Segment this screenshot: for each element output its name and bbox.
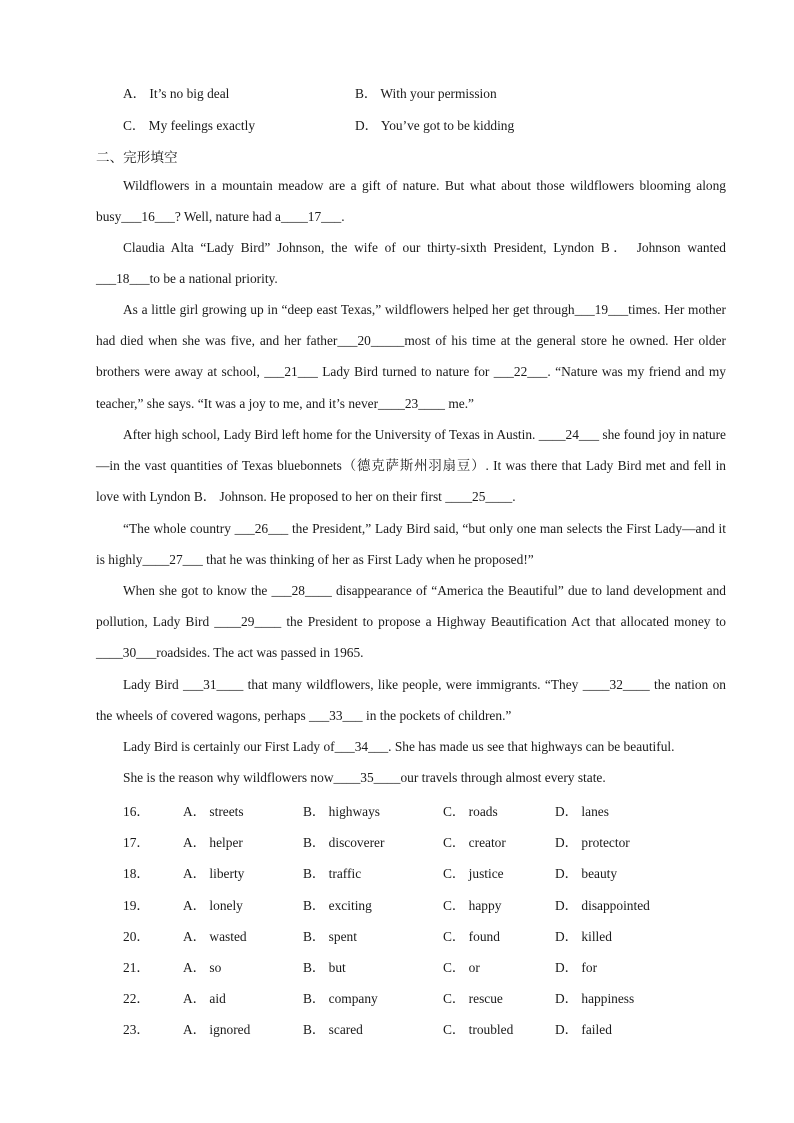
passage-paragraph: After high school, Lady Bird left home for the University of Texas in Austin. ____24___ she found joy in nature—in the vast quantities of Texas bluebonnets（德克萨斯州羽扇豆）. It was there that Lady Bird met and fell in love with Lyndon B． Johnson. He proposed to her on their first ____25____. (96, 427, 726, 505)
passage-paragraph: Lady Bird is certainly our First Lady of___34___. She has made us see that highways can be beautiful. (123, 739, 675, 754)
option-d: D． lanes (555, 804, 609, 819)
option-d: D． You’ve got to be kidding (355, 118, 515, 133)
option-c: C． roads (443, 804, 498, 819)
option-b: B． highways (303, 804, 380, 819)
option-b: B． discoverer (303, 835, 385, 850)
option-d: D． happiness (555, 991, 635, 1006)
option-c: C． creator (443, 835, 506, 850)
option-d: D． for (555, 960, 598, 975)
question-number: 23． (123, 1022, 150, 1037)
option-b: B． spent (303, 929, 357, 944)
option-c: C． found (443, 929, 500, 944)
option-a: A． streets (183, 804, 244, 819)
option-d: D． disappointed (555, 898, 650, 913)
option-a: A． so (183, 960, 222, 975)
option-b: B． scared (303, 1022, 363, 1037)
question-row-16 (123, 801, 683, 821)
question-row-21 (123, 957, 683, 977)
option-c: C． happy (443, 898, 502, 913)
section-title: 二、完形填空 (96, 150, 178, 166)
question-number: 18． (123, 866, 150, 881)
passage-paragraph: Lady Bird ___31____ that many wildflowers, like people, were immigrants. “They ____32____ the nation on the wheels of covered wagons, perhaps ___33___ in the pockets of children.” (96, 677, 726, 724)
option-d: D． killed (555, 929, 612, 944)
option-a: A． It’s no big deal (123, 86, 230, 101)
option-a: A． liberty (183, 866, 245, 881)
passage-paragraph: Wildflowers in a mountain meadow are a gift of nature. But what about those wildflowers blooming along busy___16___? Well, nature had a____17___. (96, 178, 726, 225)
question-row-22 (123, 988, 683, 1008)
option-c: C． My feelings exactly (123, 118, 256, 133)
question-number: 17． (123, 835, 150, 850)
option-b: B． traffic (303, 866, 362, 881)
option-b: B． company (303, 991, 378, 1006)
option-d: D． beauty (555, 866, 618, 881)
question-row-18 (123, 863, 683, 883)
question-number: 21． (123, 960, 150, 975)
passage-paragraph: “The whole country ___26___ the President,” Lady Bird said, “but only one man selects the First Lady—and it is highly____27___ that he was thinking of her as First Lady when he proposed!” (96, 521, 726, 568)
option-a: A． ignored (183, 1022, 251, 1037)
option-c: C． rescue (443, 991, 503, 1006)
option-b: B． With your permission (355, 86, 497, 101)
question-row-23 (123, 1019, 683, 1039)
option-c: C． justice (443, 866, 504, 881)
option-a: A． helper (183, 835, 243, 850)
question-number: 19． (123, 898, 150, 913)
question-row-19 (123, 895, 683, 915)
option-d: D． protector (555, 835, 630, 850)
option-a: A． lonely (183, 898, 243, 913)
question-number: 16． (123, 804, 150, 819)
option-d: D． failed (555, 1022, 612, 1037)
option-c: C． troubled (443, 1022, 514, 1037)
question-row-17 (123, 832, 683, 852)
passage-paragraph: Claudia Alta “Lady Bird” Johnson, the wife of our thirty-sixth President, Lyndon B． Johnson wanted ___18___to be a national priority. (96, 240, 726, 287)
option-a: A． aid (183, 991, 226, 1006)
question-number: 22． (123, 991, 150, 1006)
passage-paragraph: She is the reason why wildflowers now____35____our travels through almost every state. (123, 770, 606, 785)
option-c: C． or (443, 960, 480, 975)
question-row-20 (123, 926, 683, 946)
question-number: 20． (123, 929, 150, 944)
passage-paragraph: When she got to know the ___28____ disappearance of “America the Beautiful” due to land development and pollution, Lady Bird ____29____ the President to propose a Highway Beautification Act that allocated money to ____30___roadsides. The act was passed in 1965. (96, 583, 726, 661)
passage-paragraph: As a little girl growing up in “deep east Texas,” wildflowers helped her get through___19___times. Her mother had died when she was five, and her father___20_____most of his time at the general store he owned. Her older brothers were away at school, ___21___ Lady Bird turned to nature for ___22___. “Nature was my friend and my teacher,” she says. “It was a joy to me, and it’s never____23____ me.” (96, 302, 726, 411)
option-a: A． wasted (183, 929, 247, 944)
option-b: B． exciting (303, 898, 372, 913)
option-b: B． but (303, 960, 346, 975)
